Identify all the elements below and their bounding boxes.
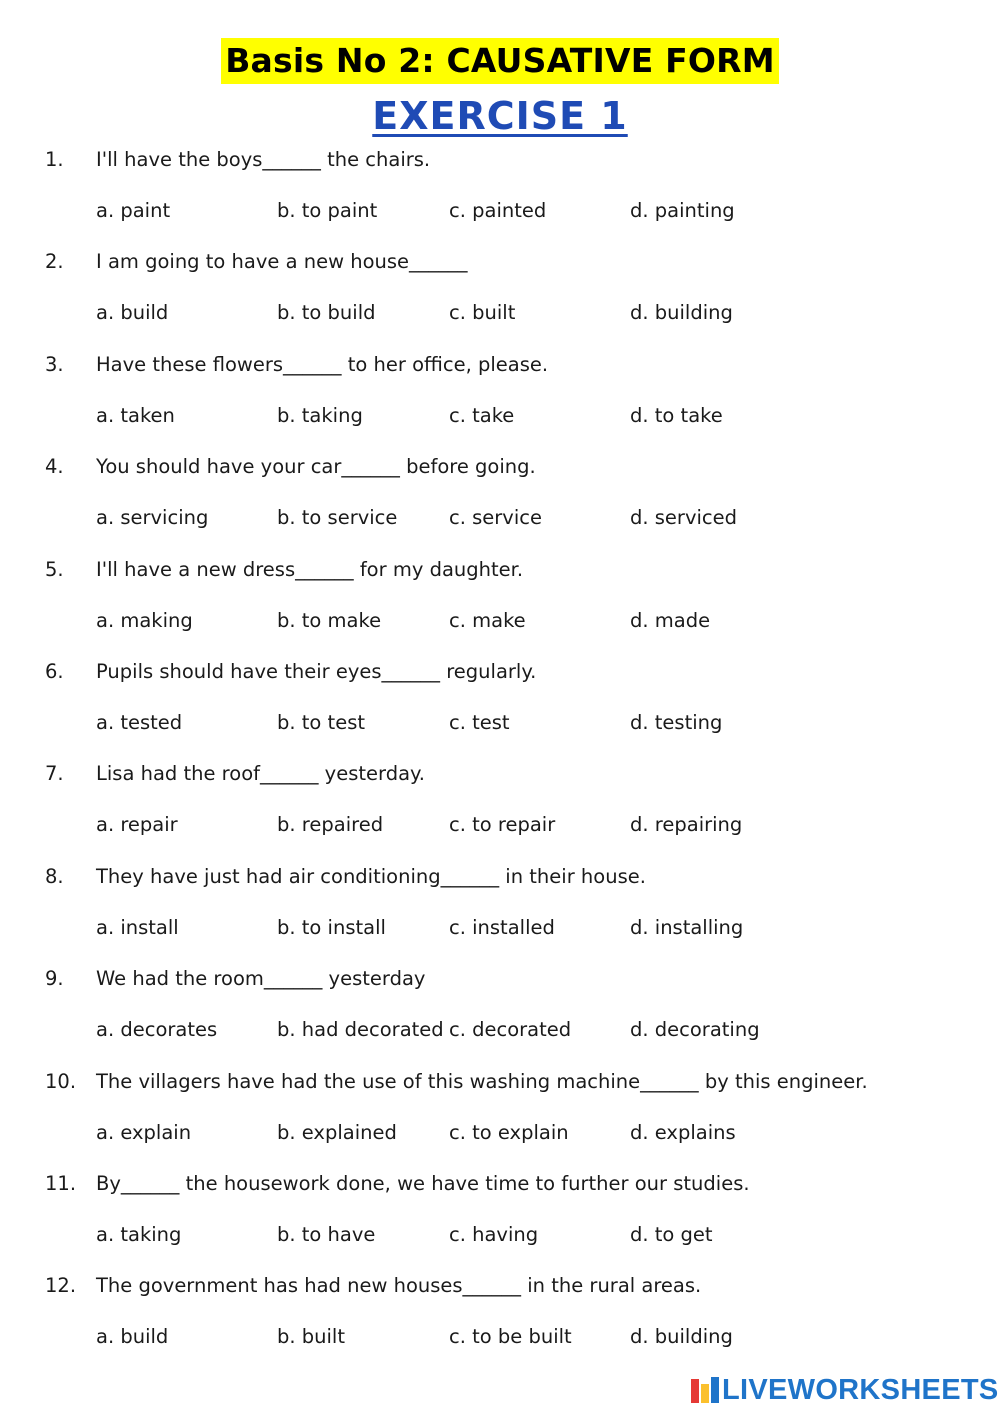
answer-option[interactable]: b. to make [277, 608, 382, 632]
answer-options [0, 706, 1000, 740]
question-text: I'll have the boys______ the chairs. [96, 148, 431, 171]
answer-option[interactable]: b. repaired [277, 813, 384, 837]
answer-option[interactable]: c. service [449, 506, 542, 530]
question-number: 4. [45, 455, 64, 479]
question-text: They have just had air conditioning______ in their house. [96, 864, 646, 888]
question-number: 8. [45, 864, 64, 888]
answer-option[interactable]: b. to install [277, 915, 386, 939]
question-2 [0, 245, 1000, 347]
answer-option[interactable]: a. decorates [96, 1018, 218, 1042]
question-3 [0, 348, 1000, 450]
question-text: You should have your car______ before going. [96, 455, 536, 479]
question-9 [0, 962, 1000, 1064]
answer-options [0, 399, 1000, 433]
question-10 [0, 1065, 1000, 1167]
answer-options [0, 296, 1000, 330]
answer-option[interactable]: a. build [96, 1325, 169, 1349]
title-container [0, 38, 1000, 84]
answer-option[interactable]: a. explain [96, 1120, 192, 1144]
question-number: 5. [45, 557, 64, 581]
question-list [0, 143, 1000, 1372]
answer-options [0, 604, 1000, 638]
answer-options [0, 501, 1000, 535]
question-number: 12. [45, 1274, 77, 1298]
answer-option[interactable]: c. take [449, 403, 515, 427]
question-8 [0, 860, 1000, 962]
answer-option[interactable]: a. making [96, 608, 193, 632]
answer-option[interactable]: d. repairing [630, 813, 743, 837]
answer-option[interactable]: b. had decorated [277, 1018, 444, 1042]
answer-option[interactable]: a. build [96, 301, 169, 325]
question-7 [0, 757, 1000, 859]
answer-option[interactable]: d. decorating [630, 1018, 760, 1042]
question-number: 3. [45, 352, 64, 376]
question-text: I'll have a new dress______ for my daughter. [96, 557, 524, 581]
answer-option[interactable]: d. to get [630, 1222, 713, 1246]
question-text: Lisa had the roof______ yesterday. [96, 762, 425, 786]
answer-option[interactable]: d. building [630, 1325, 733, 1349]
question-number: 11. [45, 1171, 77, 1195]
answer-option[interactable]: a. tested [96, 710, 183, 734]
answer-options [0, 911, 1000, 945]
exercise-heading: EXERCISE 1 [372, 94, 628, 138]
answer-option[interactable]: c. built [449, 301, 516, 325]
question-text: Have these flowers______ to her office, please. [96, 352, 549, 376]
answer-option[interactable]: c. to be built [449, 1325, 572, 1349]
answer-option[interactable]: a. servicing [96, 506, 209, 530]
answer-option[interactable]: d. testing [630, 710, 723, 734]
question-number: 6. [45, 659, 64, 683]
question-4 [0, 450, 1000, 552]
question-6 [0, 655, 1000, 757]
brand-logo [690, 1372, 999, 1408]
answer-option[interactable]: c. make [449, 608, 526, 632]
question-11 [0, 1167, 1000, 1269]
question-number: 1. [45, 148, 64, 171]
question-number: 2. [45, 250, 64, 274]
question-number: 7. [45, 762, 64, 786]
question-12 [0, 1269, 1000, 1371]
answer-option[interactable]: a. taking [96, 1222, 182, 1246]
answer-option[interactable]: d. installing [630, 915, 744, 939]
brand-name: LIVEWORKSHEETS [722, 1373, 999, 1406]
question-text: We had the room______ yesterday [96, 967, 426, 991]
answer-option[interactable]: b. to have [277, 1222, 376, 1246]
answer-option[interactable]: b. to paint [277, 199, 378, 222]
answer-options [0, 1116, 1000, 1150]
answer-option[interactable]: d. building [630, 301, 733, 325]
answer-option[interactable]: b. to build [277, 301, 376, 325]
question-number: 9. [45, 967, 64, 991]
answer-option[interactable]: a. repair [96, 813, 178, 837]
answer-option[interactable]: d. painting [630, 199, 735, 222]
answer-option[interactable]: c. to explain [449, 1120, 569, 1144]
question-text: I am going to have a new house______ [96, 250, 468, 274]
answer-option[interactable]: c. painted [449, 199, 547, 222]
subtitle-container [0, 90, 1000, 142]
question-text: By______ the housework done, we have time to further our studies. [96, 1171, 750, 1195]
answer-option[interactable]: b. to test [277, 710, 365, 734]
question-text: The villagers have had the use of this washing machine______ by this engineer. [96, 1069, 868, 1093]
answer-options [0, 194, 1000, 228]
answer-option[interactable]: d. to take [630, 403, 723, 427]
question-text: Pupils should have their eyes______ regularly. [96, 659, 537, 683]
answer-option[interactable]: b. explained [277, 1120, 397, 1144]
answer-option[interactable]: b. to service [277, 506, 398, 530]
answer-options [0, 1218, 1000, 1252]
answer-option[interactable]: d. made [630, 608, 711, 632]
answer-option[interactable]: b. built [277, 1325, 345, 1349]
answer-option[interactable]: c. decorated [449, 1018, 572, 1042]
question-number: 10. [45, 1069, 77, 1093]
answer-option[interactable]: c. to repair [449, 813, 556, 837]
answer-option[interactable]: b. taking [277, 403, 363, 427]
answer-options [0, 1320, 1000, 1354]
page-title: Basis No 2: CAUSATIVE FORM [221, 38, 779, 84]
answer-option[interactable]: c. test [449, 710, 510, 734]
answer-option[interactable]: a. install [96, 915, 179, 939]
question-5 [0, 553, 1000, 655]
answer-option[interactable]: d. serviced [630, 506, 738, 530]
question-1 [0, 143, 1000, 245]
answer-option[interactable]: a. taken [96, 403, 175, 427]
answer-options [0, 808, 1000, 842]
answer-options [0, 1013, 1000, 1047]
question-text: The government has had new houses______ in the rural areas. [96, 1274, 702, 1298]
liveworksheets-logo-icon [690, 1375, 720, 1405]
answer-option[interactable]: c. installed [449, 915, 555, 939]
answer-option[interactable]: a. paint [96, 199, 171, 222]
answer-option[interactable]: d. explains [630, 1120, 736, 1144]
answer-option[interactable]: c. having [449, 1222, 539, 1246]
